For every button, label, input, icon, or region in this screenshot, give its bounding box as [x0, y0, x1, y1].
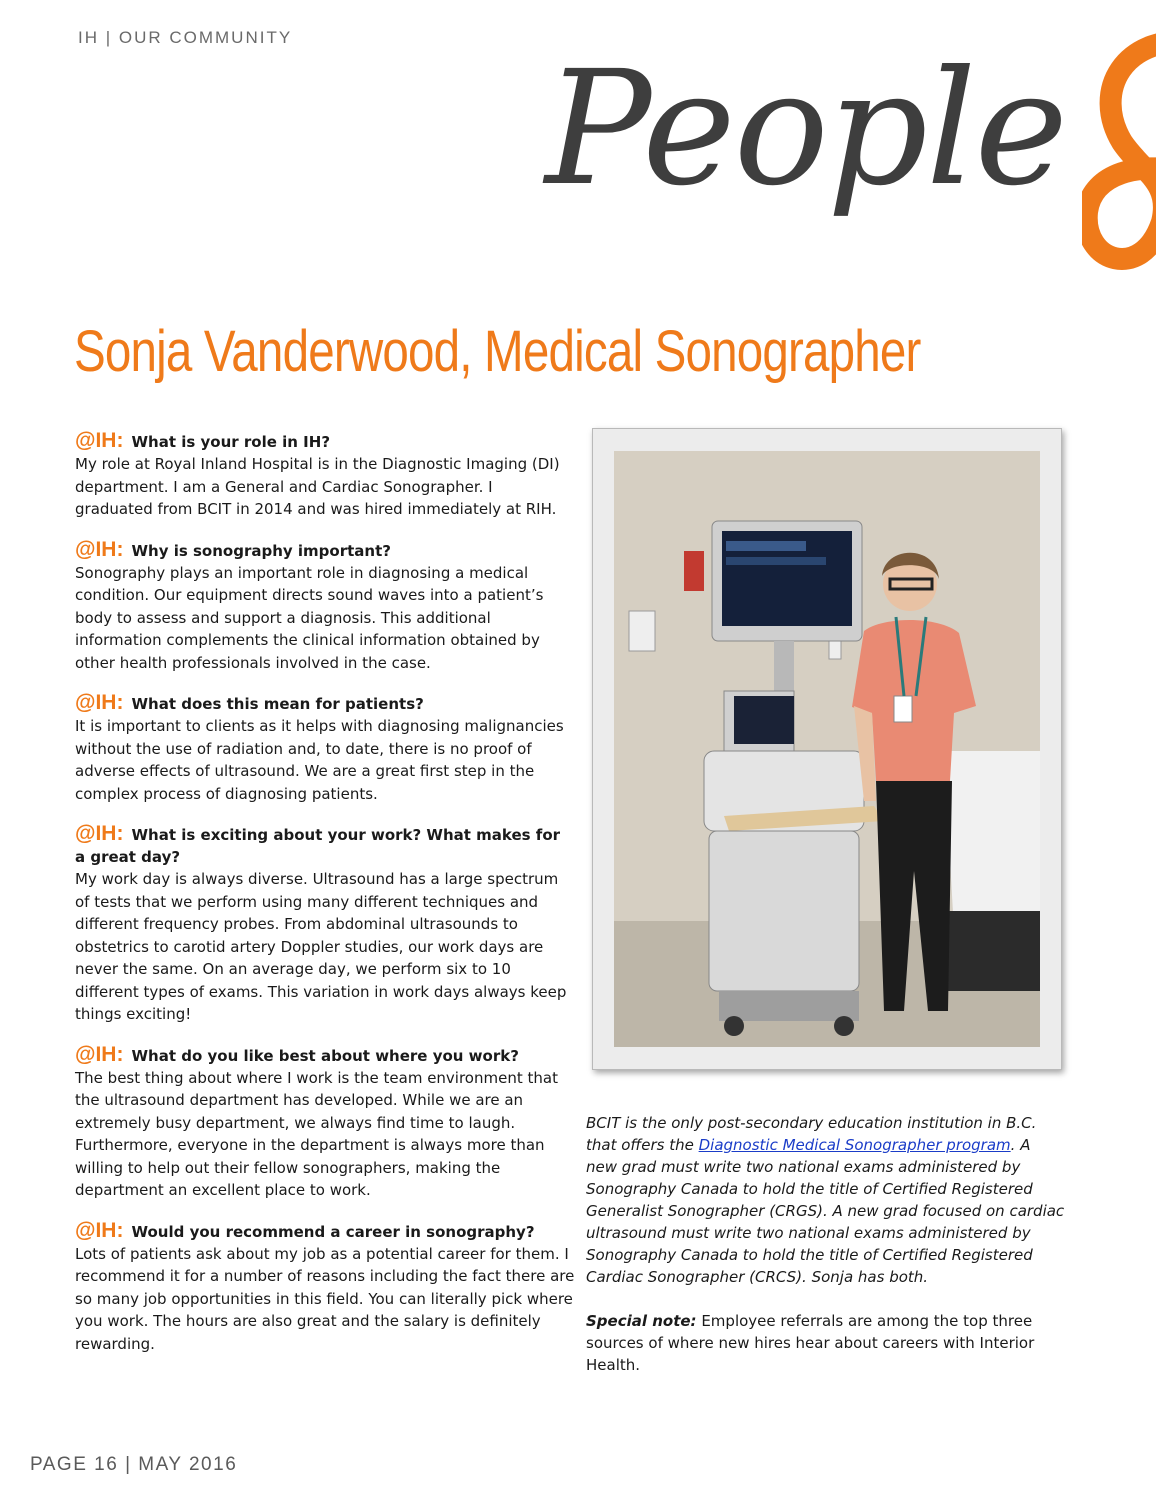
- photo-frame: [592, 428, 1062, 1070]
- section-label: IH | OUR COMMUNITY: [78, 28, 293, 47]
- qa-item: [75, 692, 575, 805]
- qa-answer: Lots of patients ask about my job as a potential career for them. I recommend it for a number of reasons including the fact there are so many job opportunities in this field. You can literally pick where you work. The hours are also great and the salary is definitely rewarding.: [75, 1244, 575, 1353]
- qa-question: Would you recommend a career in sonography?: [131, 1222, 535, 1241]
- qa-question: What does this mean for patients?: [131, 695, 424, 713]
- script-title: People: [545, 37, 1067, 221]
- qa-answer: My role at Royal Inland Hospital is in the Diagnostic Imaging (DI) department. I am a General and Cardiac Sonographer. I graduated from BCIT in 2014 and was hired immediately at RIH.: [75, 455, 560, 518]
- qa-question: What do you like best about where you work?: [131, 1046, 519, 1065]
- qa-prefix: @IH:: [75, 1042, 124, 1066]
- qa-question: Why is sonography important?: [131, 541, 391, 560]
- qa-answer: It is important to clients as it helps with diagnosing malignancies without the use of radiation and, to date, there is no proof of adverse effects of ultrasound. We are a great first step in the complex process of diagnosing patients.: [75, 717, 564, 803]
- special-note-label: Special note:: [586, 1312, 697, 1330]
- page-footer: PAGE 16 | MAY 2016: [30, 1454, 238, 1475]
- program-link[interactable]: Diagnostic Medical Sonographer program: [698, 1136, 1011, 1154]
- qa-item: [75, 1044, 575, 1202]
- sidebar-intro-text: BCIT is the only post-secondary education institution in B.C. that offers the: [586, 1114, 1037, 1154]
- qa-item: [75, 539, 575, 675]
- qa-answer: My work day is always diverse. Ultrasound has a large spectrum of tests that we perform using many different techniques and different frequency probes. From abdominal ultrasounds to obstetrics to carotid artery Doppler studies, our work days are never the same. On an average day, we perform six to 10 different types of exams. This variation in work days always keep things exciting!: [75, 870, 567, 1023]
- ampersand-deco-icon: [1082, 22, 1156, 332]
- qa-question: What is exciting about your work? What makes for a great day?: [75, 826, 561, 866]
- qa-item: [75, 430, 575, 521]
- qa-question: What is your role in IH?: [131, 433, 331, 451]
- sonographer-photo: [614, 451, 1040, 1047]
- sidebar-intro-text-cont: . A new grad must write two national exams administered by Sonography Canada to hold the title of Certified Registered Generalist Sonographer (CRGS). A new grad focused on cardiac ultrasound must write two national exams administered by Sonography Canada to hold the title of Certified Registered Cardiac Sonographer (CRCS). Sonja has both.: [586, 1136, 1065, 1286]
- special-note-text: Employee referrals are among the top three sources of where new hires hear about careers with Interior Health.: [586, 1312, 1035, 1374]
- qa-item: [75, 1220, 575, 1356]
- qa-answer: Sonography plays an important role in diagnosing a medical condition. Our equipment directs sound waves into a patient’s body to assess and support a diagnosis. This additional information complements the clinical information obtained by other health professionals involved in the case.: [75, 563, 544, 672]
- qa-prefix: @IH:: [75, 537, 124, 561]
- page-title: Sonja Vanderwood, Medical Sonographer: [74, 319, 921, 384]
- qa-prefix: @IH:: [75, 429, 124, 452]
- sidebar-note: [586, 1112, 1066, 1376]
- qa-column: [75, 430, 575, 1373]
- qa-item: [75, 823, 575, 1026]
- qa-prefix: @IH:: [75, 691, 124, 714]
- qa-answer: The best thing about where I work is the team environment that the ultrasound department has developed. While we are an extremely busy department, we always find time to laugh. Furthermore, everyone in the department is always more than willing to help out their fellow sonographers, making the department an excellent place to work.: [75, 1068, 558, 1199]
- qa-prefix: @IH:: [75, 1218, 124, 1242]
- qa-prefix: @IH:: [75, 822, 124, 845]
